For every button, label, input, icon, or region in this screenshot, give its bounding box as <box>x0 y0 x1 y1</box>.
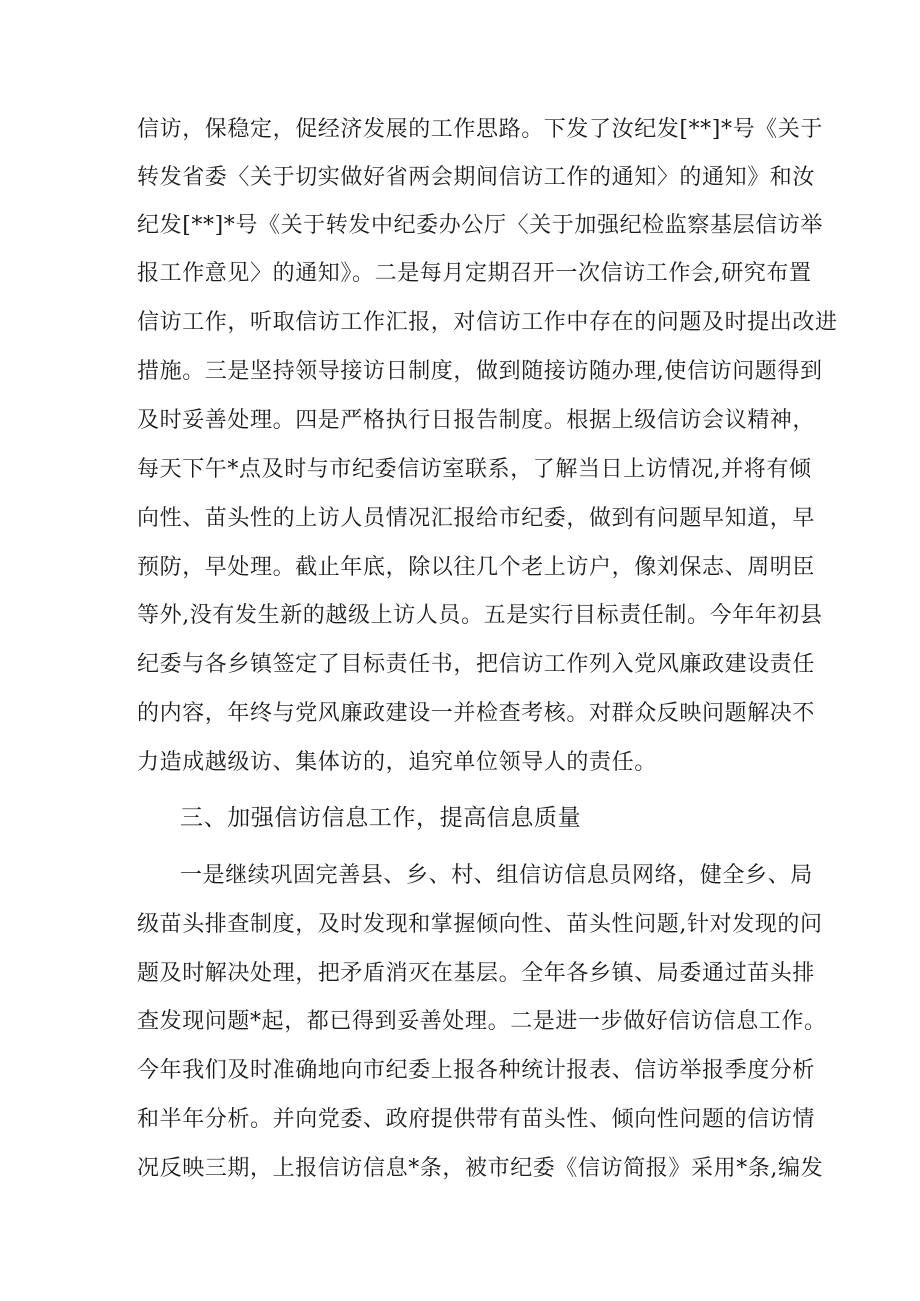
paragraph-line: 向性、苗头性的上访人员情况汇报给市纪委，做到有问题早知道，早 <box>137 506 816 531</box>
paragraph-line: 今年我们及时准确地向市纪委上报各种统计报表、信访举报季度分析 <box>137 1058 816 1083</box>
paragraph-line: 预防，早处理。截止年底，除以往几个老上访户，像刘保志、周明臣 <box>137 555 816 580</box>
paragraph-line: 查发现问题*起，都已得到妥善处理。二是进一步做好信访信息工作。 <box>137 1009 827 1034</box>
paragraph-line: 级苗头排查制度，及时发现和掌握倾向性、苗头性问题,针对发现的问 <box>137 912 823 937</box>
paragraph-line: 况反映三期，上报信访信息*条，被市纪委《信访简报》采用*条,编发 <box>137 1156 824 1181</box>
paragraph-line: 每天下午*点及时与市纪委信访室联系，了解当日上访情况,并将有倾 <box>137 457 812 482</box>
paragraph-line: 纪委与各乡镇签定了目标责任书，把信访工作列入党风廉政建设责任 <box>137 652 816 677</box>
paragraph-line: 一是继续巩固完善县、乡、村、组信访信息员网络，健全乡、局 <box>180 863 813 888</box>
paragraph-line: 等外,没有发生新的越级上访人员。五是实行目标责任制。今年年初县 <box>137 603 823 628</box>
section-heading: 三、加强信访信息工作，提高信息质量 <box>180 805 582 831</box>
paragraph-line: 题及时解决处理，把矛盾消灭在基层。全年各乡镇、局委通过苗头排 <box>137 961 816 986</box>
paragraph-line: 的内容，年终与党风廉政建设一并检查考核。对群众反映问题解决不 <box>137 701 816 726</box>
paragraph-line: 纪发[**]*号《关于转发中纪委办公厅〈关于加强纪检监察基层信访举 <box>137 213 823 238</box>
paragraph-line: 力造成越级访、集体访的，追究单位领导人的责任。 <box>137 750 657 775</box>
paragraph-line: 措施。三是坚持领导接访日制度，做到随接访随办理,使信访问题得到 <box>137 359 823 384</box>
paragraph-line: 信访，保稳定，促经济发展的工作思路。下发了汝纪发[**]*号《关于 <box>137 117 823 142</box>
paragraph-line: 和半年分析。并向党委、政府提供带有苗头性、倾向性问题的信访情 <box>137 1107 816 1132</box>
paragraph-line: 报工作意见〉的通知》。二是每月定期召开一次信访工作会,研究布置 <box>137 261 812 286</box>
paragraph-line: 信访工作，听取信访工作汇报，对信访工作中存在的问题及时提出改进 <box>137 310 838 335</box>
paragraph-line: 及时妥善处理。四是严格执行日报告制度。根据上级信访会议精神， <box>137 408 816 433</box>
paragraph-line: 转发省委〈关于切实做好省两会期间信访工作的通知〉的通知》和汝 <box>137 165 816 190</box>
